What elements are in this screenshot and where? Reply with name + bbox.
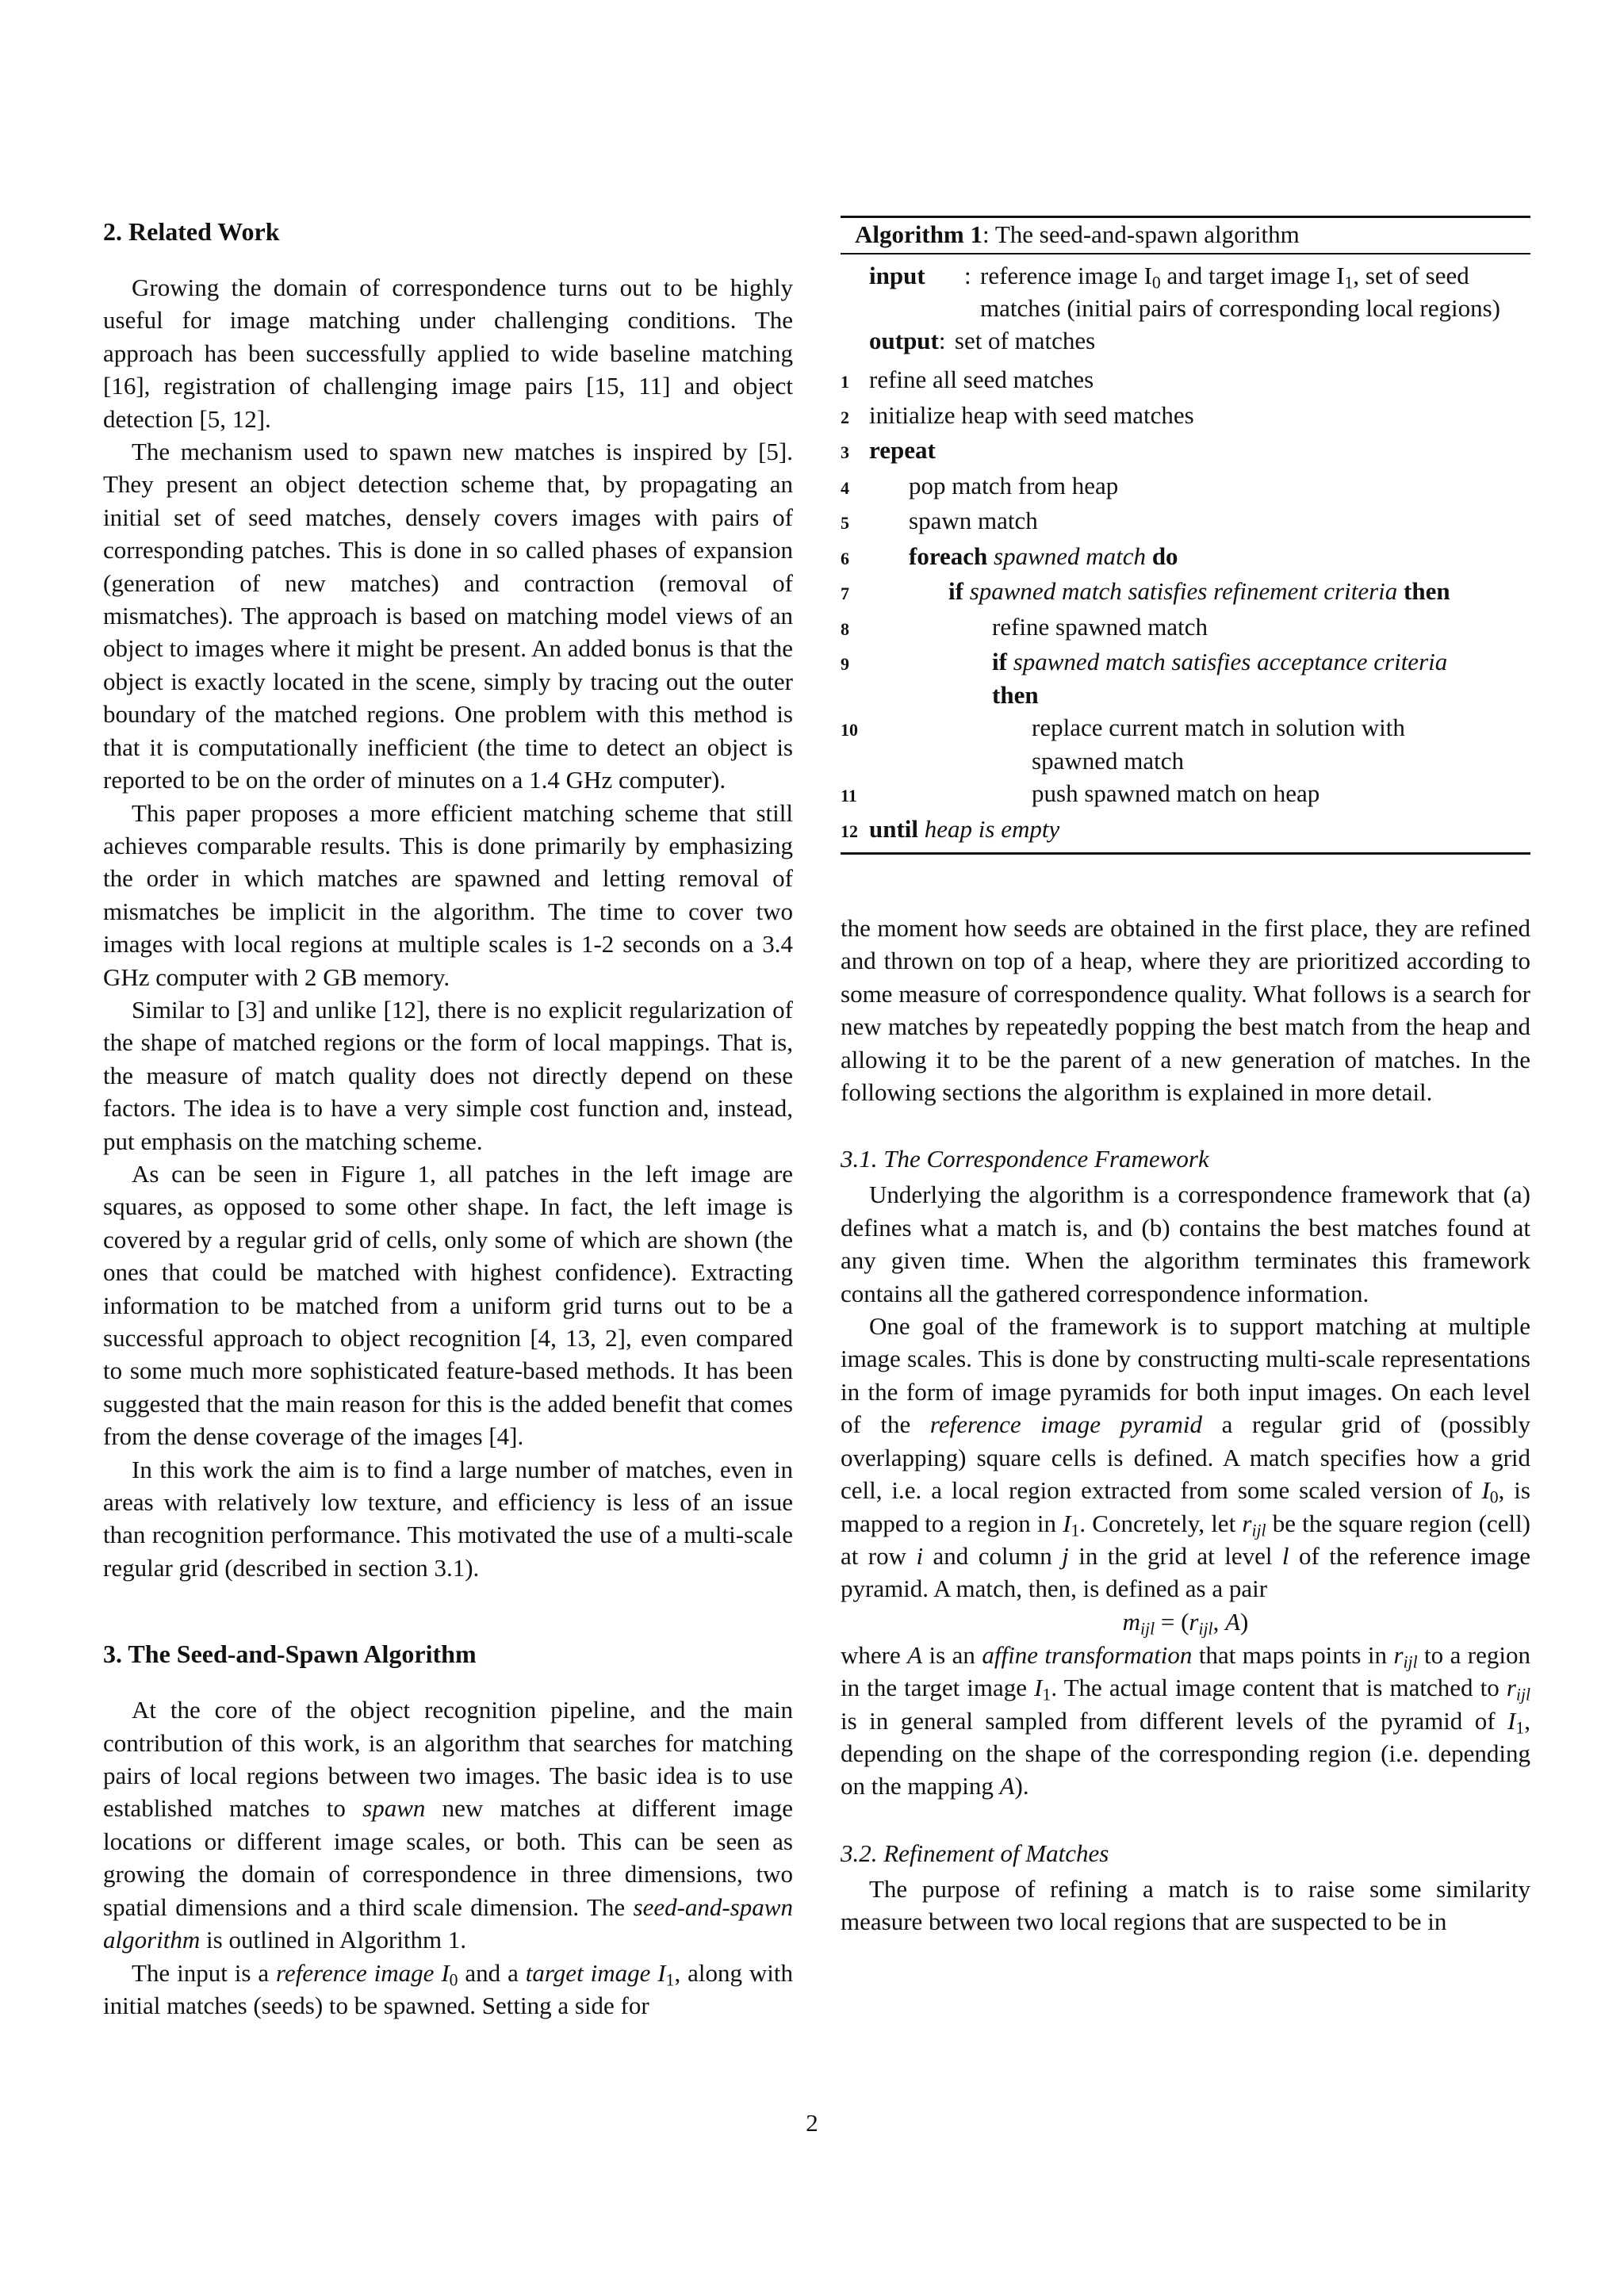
equation: $m_{ijl} = (r_{ijl}$, A) — [1122, 1607, 1249, 1639]
section-3-heading: 3. The Seed-and-Spawn Algorithm — [103, 1640, 477, 1669]
algorithm-input: input : reference image $I_0$ and target image $I_1$, set of seed matches (initial pairs of corresponding local regions) — [869, 262, 1500, 322]
paragraph: One goal of the framework is to support matching at multiple image scales. This is done by constructing multi-scale representations in the form of image pyramids for both input images. On each level of the reference image pyramid a regular grid of (possibly overlapping) square cells is defined. A match specifies how a grid cell, i.e. a local region extracted from some scaled version of $I_0$, is mapped to a region in $I_1$. Concretely, let $r_{ijl}$ be the square region (cell) at row i and column j in the grid at level l of the reference image pyramid. A match, then, is defined as a pair — [841, 1312, 1531, 1603]
right-body — [841, 912, 1530, 1938]
left-column — [103, 216, 793, 2022]
algorithm-line: 6 foreach spawned match do — [841, 541, 1178, 570]
paragraph: As can be seen in Figure 1, all patches in the left image are squares, as opposed to some other shape. In fact, the left image is covered by a regular grid of cells, only some of which are shown (the ones that could be matched with highest confidence). Extracting information to be matched from a uniform grid turns out to be a successful approach to object recognition [4, 13, 2], even compared to some much more sophisticated feature-based methods. It has been suggested that the main reason for this is the added benefit that comes from the dense coverage of the images [4]. — [103, 1159, 793, 1451]
paragraph: Similar to [3] and unlike [12], there is no explicit regularization of the shape of matched regions or the form of local mappings. That is, the measure of match quality does not directly depend on these factors. The idea is to have a very simple cost function and, instead, put emphasis on the matching scheme. — [103, 995, 793, 1155]
paragraph: where A is an affine transformation that maps points in $r_{ijl}$ to a region in the target image $I_1$. The actual image content that is matched to $r_{ijl}$ is in general sampled from different levels of the pyramid of $I_1$, depending on the shape of the corresponding region (i.e. depending on the mapping A). — [841, 1640, 1530, 1800]
algorithm-line: 7 if spawned match satisfies refinement criteria then — [841, 577, 1450, 605]
page-number: 2 — [806, 2109, 818, 2137]
algorithm-line: 11 push spawned match on heap — [841, 779, 1320, 807]
algorithm-line: 2 initialize heap with seed matches — [841, 400, 1194, 429]
paragraph: The mechanism used to spawn new matches is inspired by [5]. They present an object detection scheme that, by propagating an initial set of seed matches, densely covers images with pairs of corresponding patches. This is done in so called phases of expansion (generation of new matches) and contraction (removal of mismatches). The approach is based on matching model views of an object to images where it might be present. An added bonus is that the object is exactly located in the scene, simply by tracing out the outer boundary of the matched regions. One problem with this method is that it is computationally inefficient (the time to detect an object is reported to be on the order of minutes on a 1.4 GHz computer). — [103, 438, 793, 794]
paragraph: Growing the domain of correspondence turns out to be highly useful for image matching under challenging conditions. The approach has been successfully applied to wide baseline matching [16], registration of challenging image pairs [15, 11] and object detection [5, 12]. — [103, 274, 793, 433]
algorithm-line: 10 replace current match in solution with spawned match — [841, 714, 1405, 775]
paragraph: Underlying the algorithm is a correspondence framework that (a) defines what a match is, and (b) contains the best matches found at any given time. When the algorithm terminates this framework contains all the gathered correspondence information. — [841, 1181, 1530, 1307]
algorithm-output: output : set of matches — [869, 327, 1096, 354]
algorithm-line: 1 refine all seed matches — [841, 365, 1094, 393]
algorithm-line: 4 pop match from heap — [841, 471, 1119, 499]
algorithm-io — [841, 254, 1530, 363]
paragraph: The purpose of refining a match is to raise some similarity measure between two local regions that are suspected to be in — [841, 1874, 1530, 1936]
paragraph: the moment how seeds are obtained in the first place, they are refined and thrown on top of a heap, where they are prioritized according to some measure of correspondence quality. What follows is a search for new matches by repeatedly popping the best match from the heap and allowing it to be the parent of a new generation of matches. In the following sections the algorithm is explained in more detail. — [841, 914, 1530, 1107]
subsection-3-1-heading: 3.1. The Correspondence Framework — [841, 1145, 1209, 1173]
algorithm-line: 12 until heap is empty — [841, 814, 1060, 843]
algorithm-line: 5 spawn match — [841, 507, 1038, 534]
subsection-3-2-heading: 3.2. Refinement of Matches — [841, 1839, 1109, 1867]
section-2-heading: 2. Related Work — [103, 217, 280, 246]
algorithm-caption: Algorithm 1: The seed-and-spawn algorithm — [841, 218, 1530, 254]
paragraph: In this work the aim is to find a large number of matches, even in areas with relatively low texture, and efficiency is less of an issue than recognition performance. This motivated the use of a multi-scale regular grid (described in section 3.1). — [103, 1455, 793, 1582]
right-column — [841, 216, 1530, 1938]
paragraph: The input is a reference image $I_0$ and a target image $I_1$, along with initial matches (seeds) to be spawned. Setting a side for — [103, 1958, 793, 2019]
paragraph: This paper proposes a more efficient matching scheme that still achieves comparable results. This is done primarily by emphasizing the order in which matches are spawned and letting removal of mismatches be implicit in the algorithm. The time to cover two images with local regions at multiple scales is 1-2 seconds on a 3.4 GHz computer with 2 GB memory. — [103, 798, 793, 991]
algorithm-line: 8 refine spawned match — [841, 612, 1208, 641]
paragraph: At the core of the object recognition pipeline, and the main contribution of this work, is an algorithm that searches for matching pairs of local regions between two images. The basic idea is to use established matches to spawn new matches at different image locations or different image scales, or both. This can be seen as growing the domain of correspondence in three dimensions, two spatial dimensions and a third scale dimension. The seed-and-spawn algorithm is outlined in Algorithm 1. — [103, 1696, 794, 1954]
algorithm-line: 3 repeat — [841, 436, 936, 464]
algorithm-box — [841, 216, 1530, 855]
algorithm-line: 9 if spawned match satisfies acceptance criteria then — [841, 648, 1448, 709]
